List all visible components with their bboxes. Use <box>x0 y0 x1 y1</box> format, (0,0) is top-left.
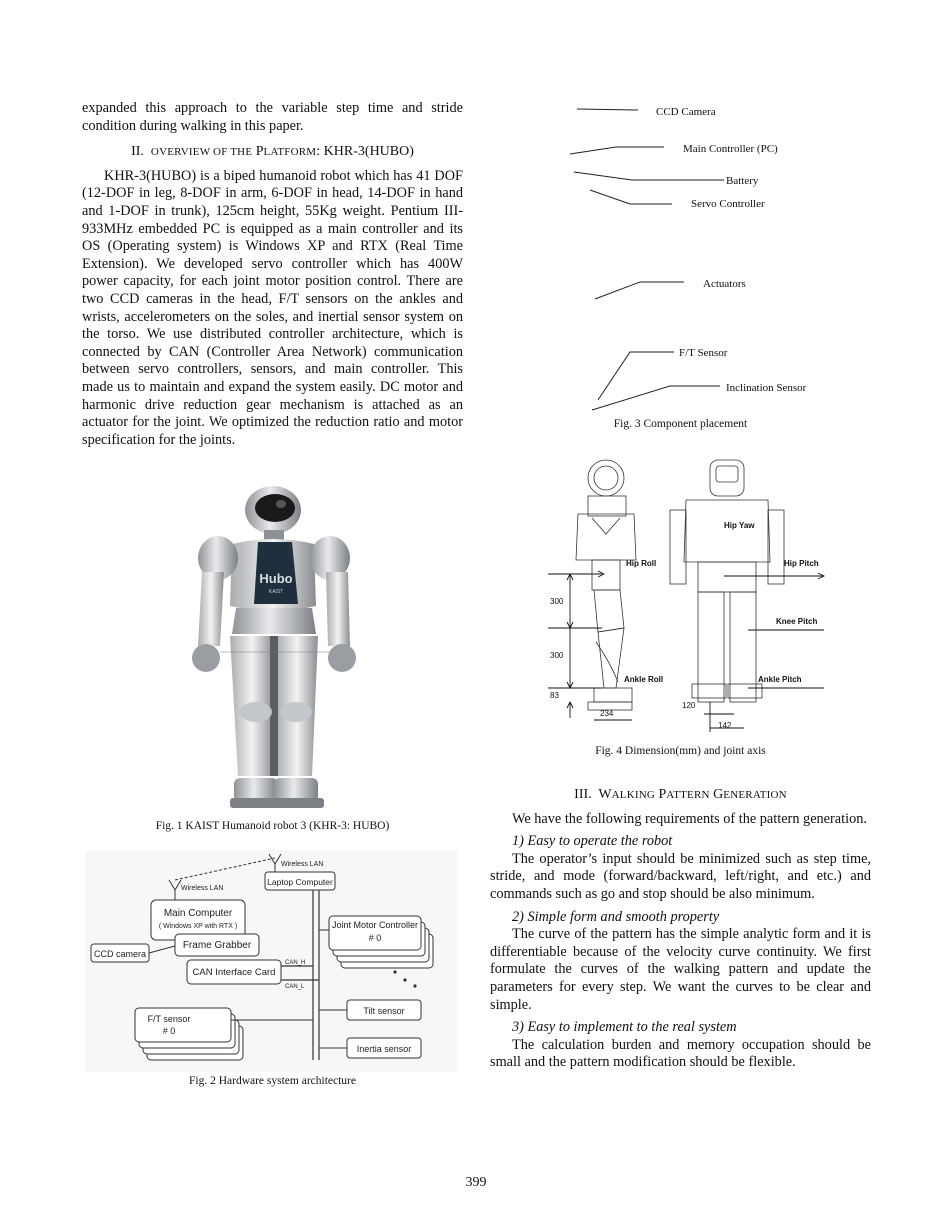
fig1-caption: Fig. 1 KAIST Humanoid robot 3 (KHR-3: HUBO) <box>155 820 390 832</box>
ccd-camera-box: CCD camera <box>93 949 147 959</box>
label-hip-pitch: Hip Pitch <box>784 559 819 568</box>
label-ankle-roll: Ankle Roll <box>624 675 664 684</box>
paragraph-requirements: We have the following requirements of the pattern generation. <box>512 810 867 827</box>
fig3-caption: Fig. 3 Component placement <box>613 418 748 430</box>
ft-sensor-box: F/T sensor <box>147 1014 191 1024</box>
right-column <box>490 786 871 1072</box>
fig3-label-actuators: Actuators <box>703 278 746 290</box>
wireless-lan-label-1: Wireless LAN <box>181 885 224 892</box>
main-computer-box: Main Computer <box>163 908 233 919</box>
section-heading-iii: III. WALKING PATTERN GENERATION <box>574 787 787 802</box>
paragraph-platform: KHR-3(HUBO) is a biped humanoid robot which has 41 DOF (12-DOF in leg, 8-DOF in arm, 6-DOF in head, 14-DOF in hand and 1-DOF in trunk), 125cm height, 55Kg weight. Pentium III-933MHz embedded PC is equipped as a main controller and its OS (Operating system) is Windows XP and RTX (Real Time Extension). We developed servo controller which has 400W power capacity, for each joint motor position control. There are two CCD cameras in the head, F/T sensors on the ankles and wrists, accelerometers on the soles, and inertial sensor system on the torso. We use distributed controller architecture, which is connected by CAN (Controller Area Network) communication between servo controllers, sensors, and main controller. This made us to maintain and expand the system easily. DC motor and harmonic drive reduction gear mechanism is attached as an actuator for the joint. We optimized the reduction ratio and motor specification for the joints. <box>82 167 463 448</box>
can-h-label: CAN_H <box>285 960 306 966</box>
dimension-300-lower: 300 <box>550 651 564 660</box>
main-computer-os: ( Windows XP with RTX ) <box>158 923 238 930</box>
hubo-logo: Hubo <box>259 571 293 586</box>
front-view-robot <box>670 460 784 702</box>
left-column <box>82 100 463 449</box>
paragraph-easy-operate: The operator’s input should be minimized such as step time, stride, and mode (forward/backward, left/right, and etc.) and commands such as go and stop should be also minimum. <box>490 850 871 902</box>
can-l-label: CAN_L <box>285 984 305 990</box>
tilt-sensor-box: Tilt sensor <box>363 1006 405 1016</box>
paragraph-continuation: expanded this approach to the variable step time and stride condition during walking in this paper. <box>82 100 463 134</box>
inertia-sensor-box: Inertia sensor <box>356 1044 412 1054</box>
fig2-caption: Fig. 2 Hardware system architecture <box>188 1075 356 1087</box>
fig4-caption: Fig. 4 Dimension(mm) and joint axis <box>595 745 766 757</box>
fig3-label-inclination-sensor: Inclination Sensor <box>726 382 807 394</box>
fig4-dimension-drawing <box>548 452 828 740</box>
wireless-lan-label-2: Wireless LAN <box>281 861 324 868</box>
side-view-robot <box>576 460 636 710</box>
page-number: 399 <box>465 1175 487 1190</box>
dimension-120: 120 <box>682 701 696 710</box>
fig3-label-battery: Battery <box>726 175 759 187</box>
paragraph-simple-form: The curve of the pattern has the simple analytic form and it is differentiable because of the velocity curve continuity. We first formulate the curves of the walking pattern and update the parameters for every step. We want the curves to be clear and simple. <box>490 926 871 1013</box>
ft-sensor-number: # 0 <box>162 1026 176 1036</box>
dimension-142: 142 <box>718 721 732 730</box>
frame-grabber-box: Frame Grabber <box>182 940 252 951</box>
subheading-easy-operate: 1) Easy to operate the robot <box>512 833 673 850</box>
label-hip-yaw: Hip Yaw <box>724 521 755 530</box>
fig3-label-ccd-camera: CCD Camera <box>656 106 716 118</box>
label-hip-roll: Hip Roll <box>626 559 657 568</box>
paragraph-easy-implement: The calculation burden and memory occupation should be small and the pattern modification should be flexible. <box>490 1036 871 1071</box>
fig3-label-main-controller: Main Controller (PC) <box>683 143 778 155</box>
can-interface-box: CAN Interface Card <box>192 967 276 978</box>
kaist-logo: KAIST <box>268 589 284 595</box>
fig1-robot-photo <box>180 486 366 816</box>
fig3-label-ft-sensor: F/T Sensor <box>679 347 728 359</box>
section-heading-ii: II. OVERVIEW OF THE PLATFORM: KHR-3(HUBO) <box>131 144 414 160</box>
fig2-architecture-diagram <box>85 850 457 1072</box>
dimension-234: 234 <box>600 709 614 718</box>
joint-motor-controller-number: # 0 <box>368 933 382 943</box>
label-knee-pitch: Knee Pitch <box>776 617 818 626</box>
dimension-83: 83 <box>550 691 559 700</box>
subheading-simple-form: 2) Simple form and smooth property <box>512 908 720 925</box>
laptop-box: Laptop Computer <box>267 877 333 887</box>
label-ankle-pitch: Ankle Pitch <box>758 675 802 684</box>
fig3-label-servo-controller: Servo Controller <box>691 198 765 210</box>
dimension-300-upper: 300 <box>550 597 564 606</box>
joint-motor-controller-box: Joint Motor Controller <box>331 920 419 930</box>
subheading-easy-implement: 3) Easy to implement to the real system <box>512 1019 737 1036</box>
